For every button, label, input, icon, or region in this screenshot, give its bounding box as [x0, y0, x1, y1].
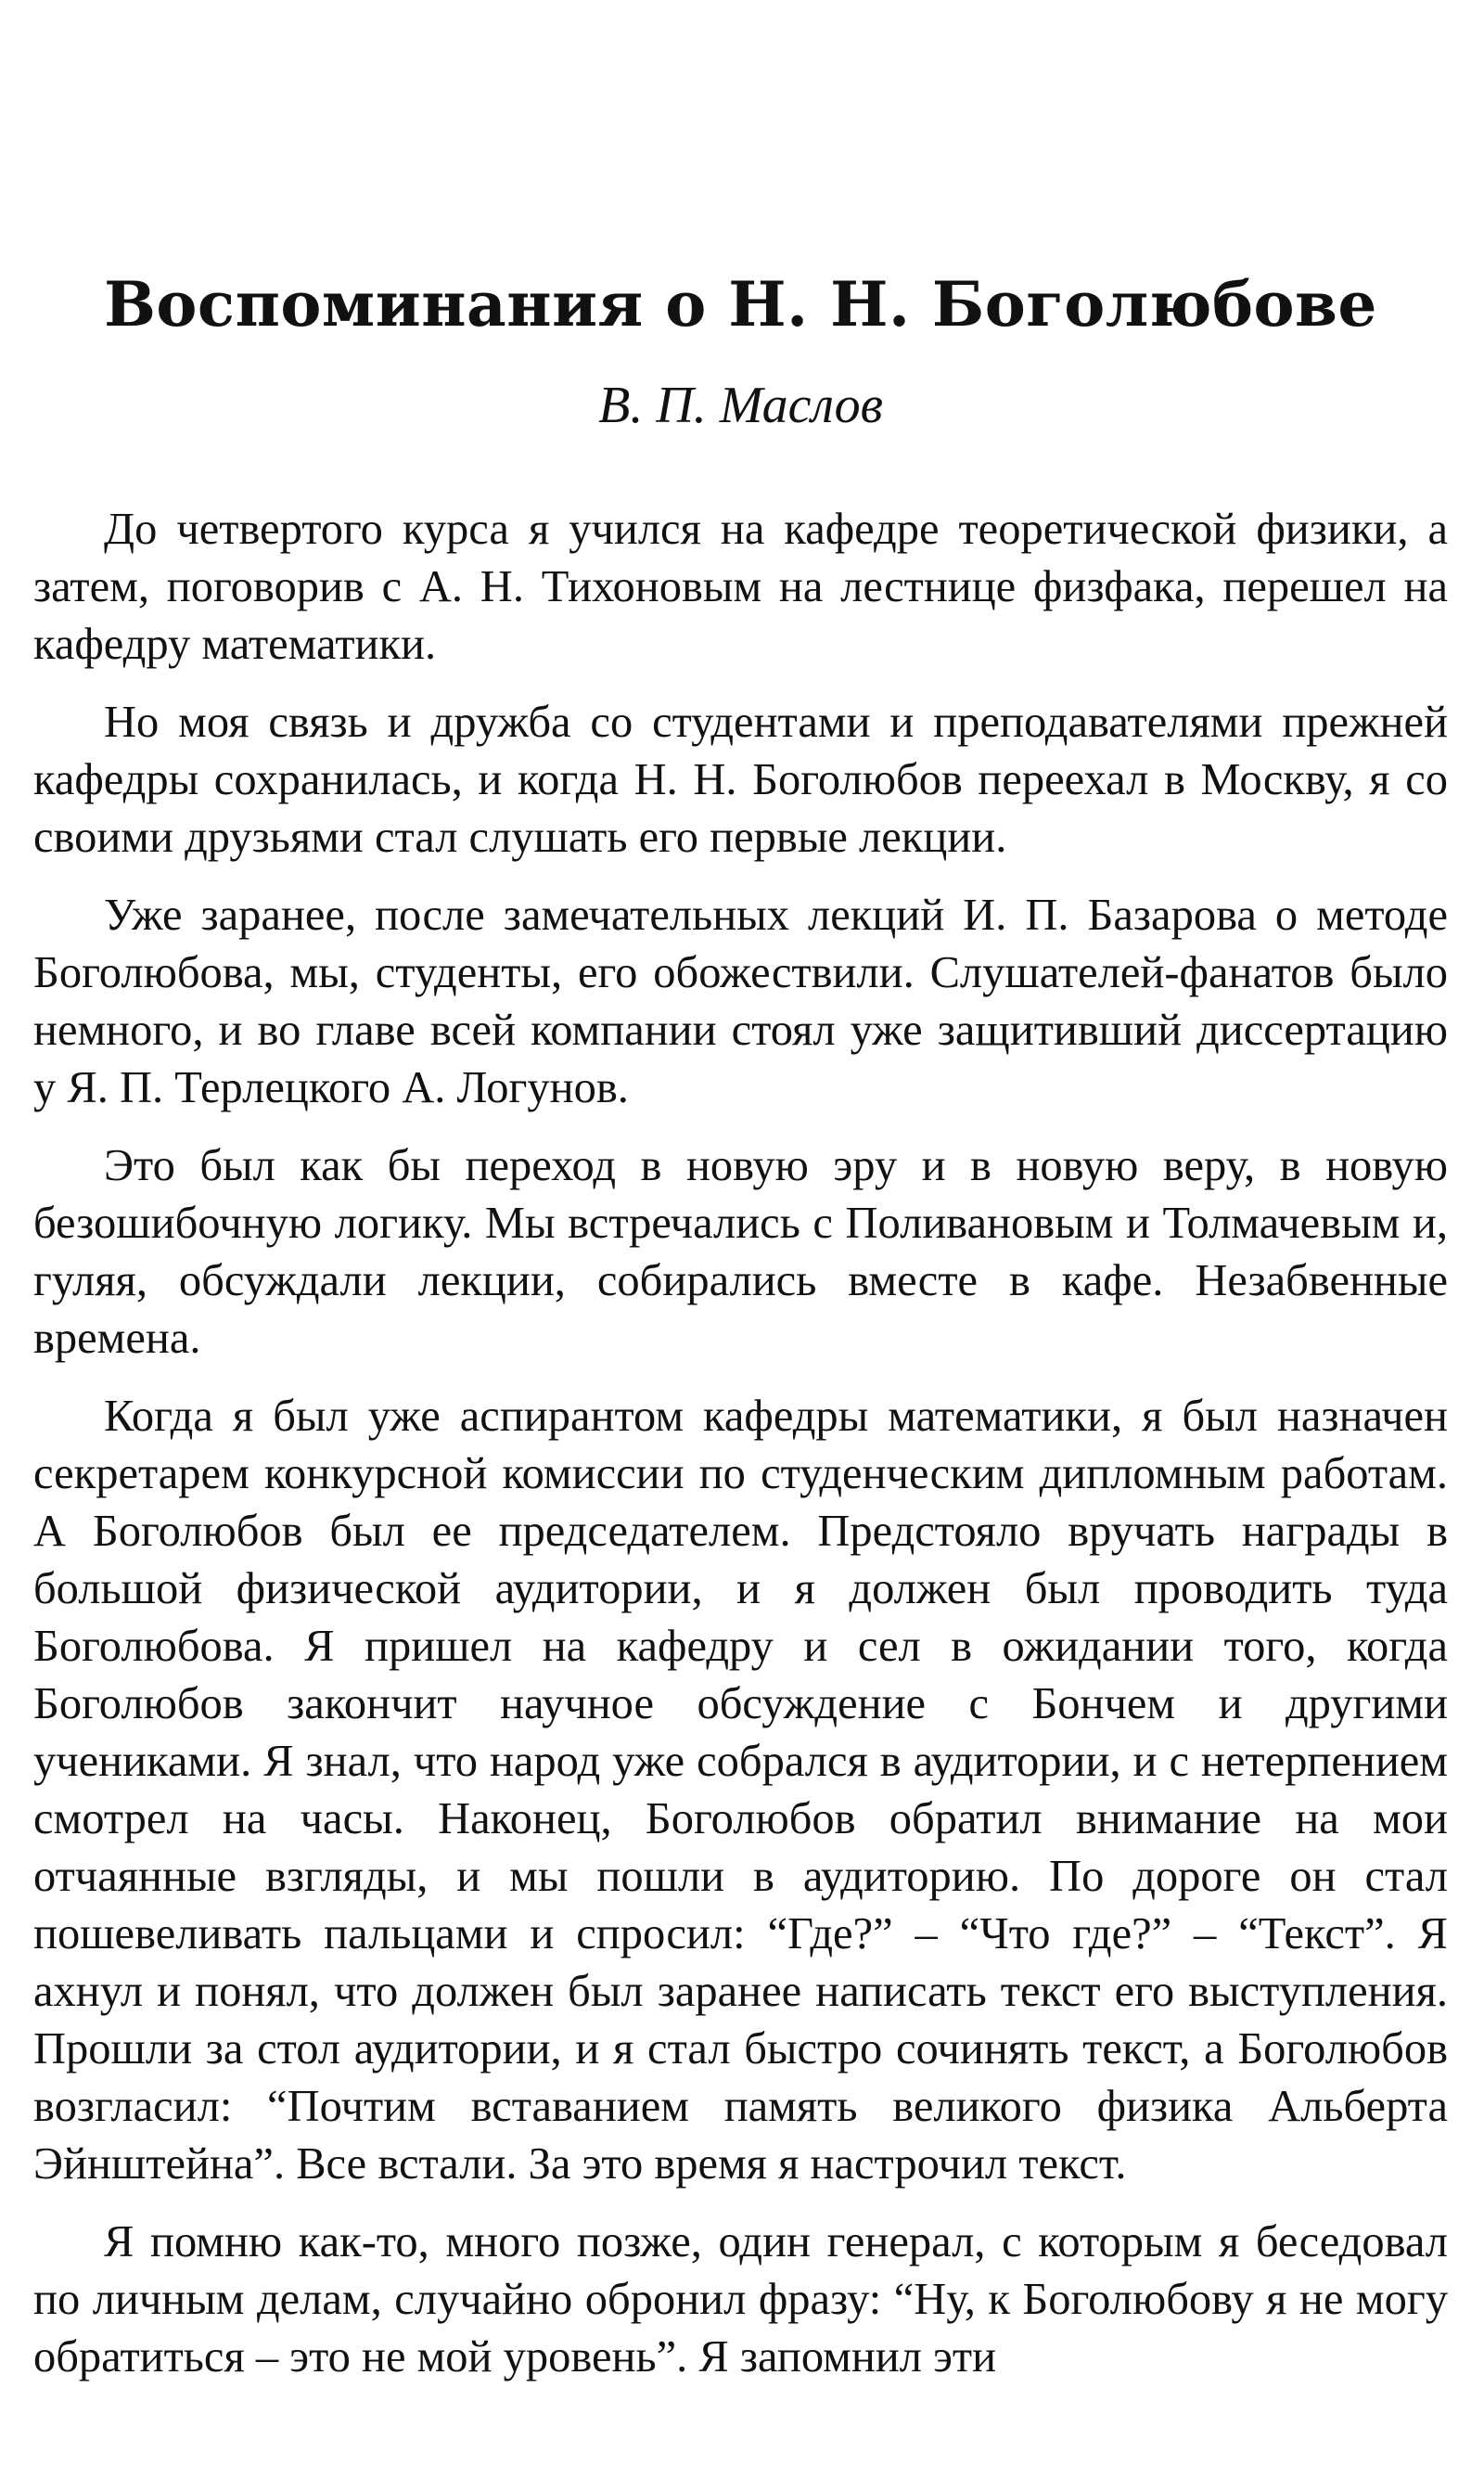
article-body [33, 501, 1448, 2407]
paragraph: Я помню как-то, много позже, один генерал, с которым я беседовал по личным делам, случайно обронил фразу: “Ну, к Боголюбову я не могу обратиться – это не мой уровень”. Я запомнил эти [33, 2217, 1448, 2382]
paragraph: Но моя связь и дружба со студентами и преподавателями прежней кафедры сохранилась, и когда Н. Н. Боголюбов переехал в Москву, я со своими друзьями стал слушать его первые лекции. [33, 698, 1448, 862]
paragraph: Уже заранее, после замечательных лекций И. П. Базарова о методе Боголюбова, мы, студенты, его обожествили. Слушателей-фанатов было немного, и во главе всей компании стоял уже защитивший диссертацию у Я. П. Терлецкого А. Логунов. [33, 891, 1448, 1112]
article-author: В. П. Маслов [598, 377, 883, 434]
article-title: Воспоминания о Н. Н. Боголюбове [104, 268, 1377, 340]
paragraph: Это был как бы переход в новую эру и в новую веру, в новую безошибочную логику. Мы встречались с Поливановым и Толмачевым и, гуляя, обсуждали лекции, собирались вместе в кафе. Незабвенные времена. [33, 1141, 1448, 1363]
paragraph: До четвертого курса я учился на кафедре теоретической физики, а затем, поговорив с А. Н. Тихоновым на лестнице физфака, перешел на кафедру математики. [33, 505, 1448, 669]
paragraph: Когда я был уже аспирантом кафедры математики, я был назначен секретарем конкурсной комиссии по студенческим дипломным работам. А Боголюбов был ее председателем. Предстояло вручать награды в большой физической аудитории, и я должен был проводить туда Боголюбова. Я пришел на кафедру и сел в ожидании того, когда Боголюбов закончит научное обсуждение с Бончем и другими учениками. Я знал, что народ уже собрался в аудитории, и с нетерпением смотрел на часы. Наконец, Боголюбов обратил внимание на мои отчаянные взгляды, и мы пошли в аудиторию. По дороге он стал пошевеливать пальцами и спросил: “Где?” – “Что где?” – “Текст”. Я ахнул и понял, что должен был заранее написать текст его выступления. Прошли за стол аудитории, и я стал быстро сочинять текст, а Боголюбов возгласил: “Почтим вставанием память великого физика Альберта Эйнштейна”. Все встали. За это время я настрочил текст. [33, 1392, 1448, 2189]
